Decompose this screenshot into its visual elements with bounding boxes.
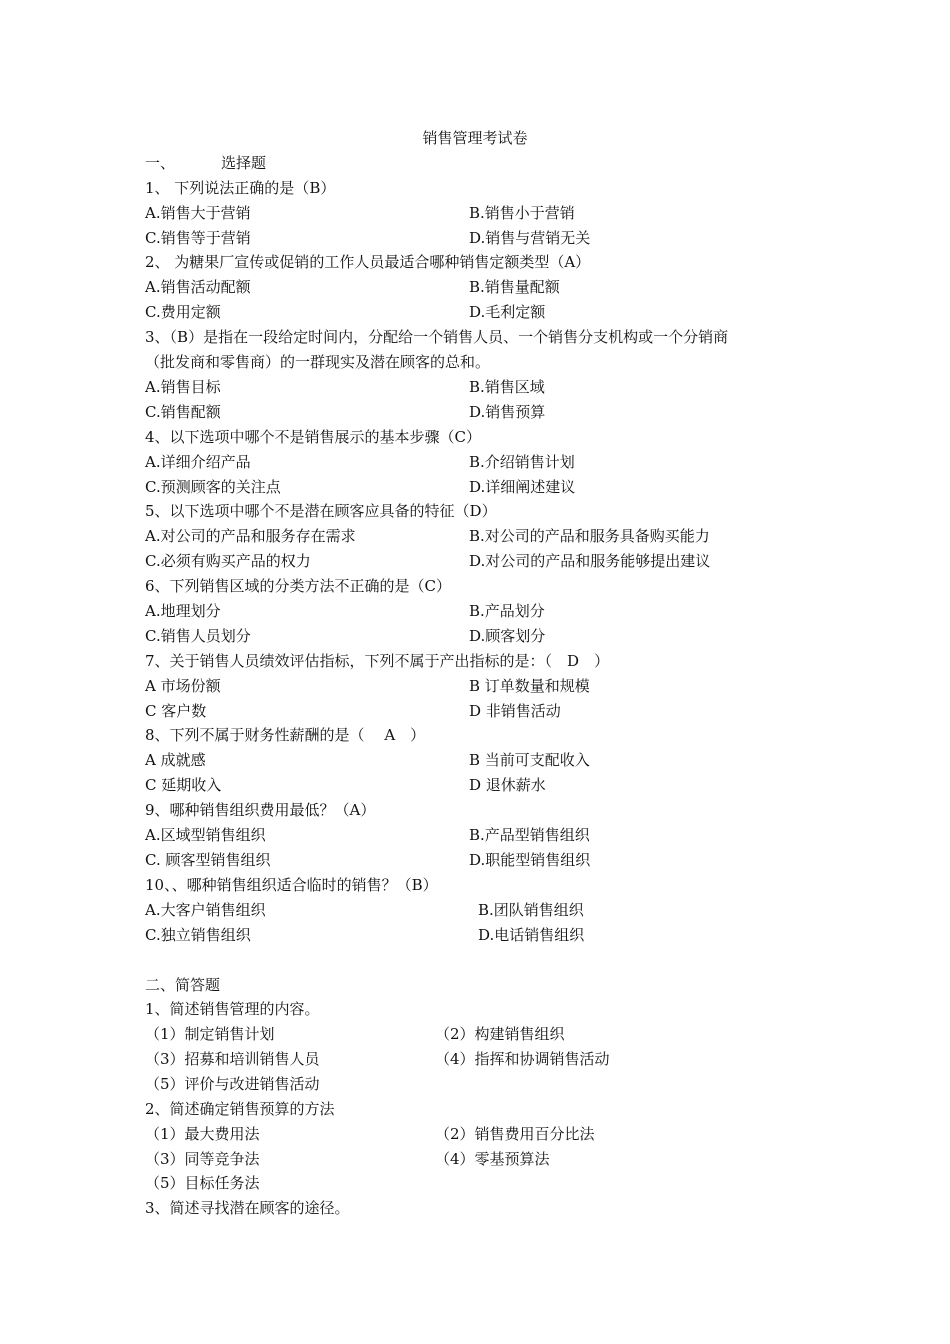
- section-number: 一、: [145, 154, 176, 172]
- option-d: D.职能型销售组织: [469, 851, 591, 869]
- answer-item: （4）零基预算法: [435, 1150, 550, 1168]
- answer-item: （2）构建销售组织: [435, 1025, 565, 1043]
- question-8: 8、下列不属于财务性薪酬的是（ A ）: [145, 726, 426, 744]
- option-a: A.销售大于营销: [145, 204, 251, 222]
- option-b: B.产品型销售组织: [469, 826, 590, 844]
- option-a: A.详细介绍产品: [145, 453, 251, 471]
- option-c: C.销售人员划分: [145, 627, 251, 645]
- option-d: D.销售预算: [469, 403, 546, 421]
- option-c: C 延期收入: [145, 776, 222, 794]
- question-7: 7、关于销售人员绩效评估指标，下列不属于产出指标的是：（ D ）: [145, 652, 610, 670]
- answer-item: （5）目标任务法: [145, 1174, 260, 1192]
- question-3: 3、（B）是指在一段给定时间内，分配给一个销售人员、一个销售分支机构或一个分销商: [145, 328, 729, 346]
- option-d: D.电话销售组织: [478, 926, 585, 944]
- question-4: 4、以下选项中哪个不是销售展示的基本步骤（C）: [145, 428, 482, 446]
- option-c: C.独立销售组织: [145, 926, 251, 944]
- option-b: B.产品划分: [469, 602, 545, 620]
- option-b: B.团队销售组织: [478, 901, 584, 919]
- option-a: A.地理划分: [145, 602, 221, 620]
- option-d: D 退休薪水: [469, 776, 546, 794]
- option-c: C.预测顾客的关注点: [145, 478, 281, 496]
- question-5: 5、以下选项中哪个不是潜在顾客应具备的特征（D）: [145, 502, 497, 520]
- question-3-continued: （批发商和零售商）的一群现实及潜在顾客的总和。: [145, 353, 491, 371]
- answer-item: （5）评价与改进销售活动: [145, 1075, 320, 1093]
- option-d: D.对公司的产品和服务能够提出建议: [469, 552, 711, 570]
- option-c: C 客户数: [145, 702, 207, 720]
- option-b: B.介绍销售计划: [469, 453, 575, 471]
- option-c: C.销售配额: [145, 403, 221, 421]
- option-a: A.大客户销售组织: [145, 901, 266, 919]
- option-b: B.销售小于营销: [469, 204, 575, 222]
- option-d: D.顾客划分: [469, 627, 546, 645]
- option-c: C.销售等于营销: [145, 229, 251, 247]
- option-a: A.区域型销售组织: [145, 826, 266, 844]
- section-heading-short-answer: 二、简答题: [145, 976, 221, 994]
- option-b: B 订单数量和规模: [469, 677, 590, 695]
- option-b: B.对公司的产品和服务具备购买能力: [469, 527, 710, 545]
- question-6: 6、下列销售区域的分类方法不正确的是（C）: [145, 577, 452, 595]
- option-a: A 成就感: [145, 751, 206, 769]
- question-10: 10、、哪种销售组织适合临时的销售？（B）: [145, 876, 438, 894]
- option-b: B.销售量配额: [469, 278, 560, 296]
- page-title: 销售管理考试卷: [422, 129, 528, 147]
- option-c: C. 顾客型销售组织: [145, 851, 271, 869]
- question-2: 2、 为糖果厂宣传或促销的工作人员最适合哪种销售定额类型（A）: [145, 253, 591, 271]
- option-c: C.费用定额: [145, 303, 221, 321]
- option-c: C.必须有购买产品的权力: [145, 552, 311, 570]
- section-heading-choice: [145, 153, 266, 173]
- option-d: D.详细阐述建议: [469, 478, 576, 496]
- answer-item: （3）同等竞争法: [145, 1150, 260, 1168]
- question-1: 1、 下列说法正确的是（B）: [145, 179, 336, 197]
- answer-item: （1）制定销售计划: [145, 1025, 275, 1043]
- option-b: B.销售区域: [469, 378, 545, 396]
- option-a: A.对公司的产品和服务存在需求: [145, 527, 356, 545]
- option-a: A.销售活动配额: [145, 278, 251, 296]
- section-label: 选择题: [221, 154, 267, 172]
- short-answer-2: 2、简述确定销售预算的方法: [145, 1100, 335, 1118]
- short-answer-3: 3、简述寻找潜在顾客的途径。: [145, 1199, 350, 1217]
- answer-item: （4）指挥和协调销售活动: [435, 1050, 610, 1068]
- short-answer-1: 1、简述销售管理的内容。: [145, 1000, 320, 1018]
- answer-item: （2）销售费用百分比法: [435, 1125, 595, 1143]
- option-a: A 市场份额: [145, 677, 221, 695]
- option-b: B 当前可支配收入: [469, 751, 590, 769]
- option-a: A.销售目标: [145, 378, 221, 396]
- answer-item: （1）最大费用法: [145, 1125, 260, 1143]
- option-d: D.毛利定额: [469, 303, 546, 321]
- answer-item: （3）招募和培训销售人员: [145, 1050, 320, 1068]
- question-9: 9、哪种销售组织费用最低？（A）: [145, 801, 376, 819]
- option-d: D 非销售活动: [469, 702, 561, 720]
- option-d: D.销售与营销无关: [469, 229, 591, 247]
